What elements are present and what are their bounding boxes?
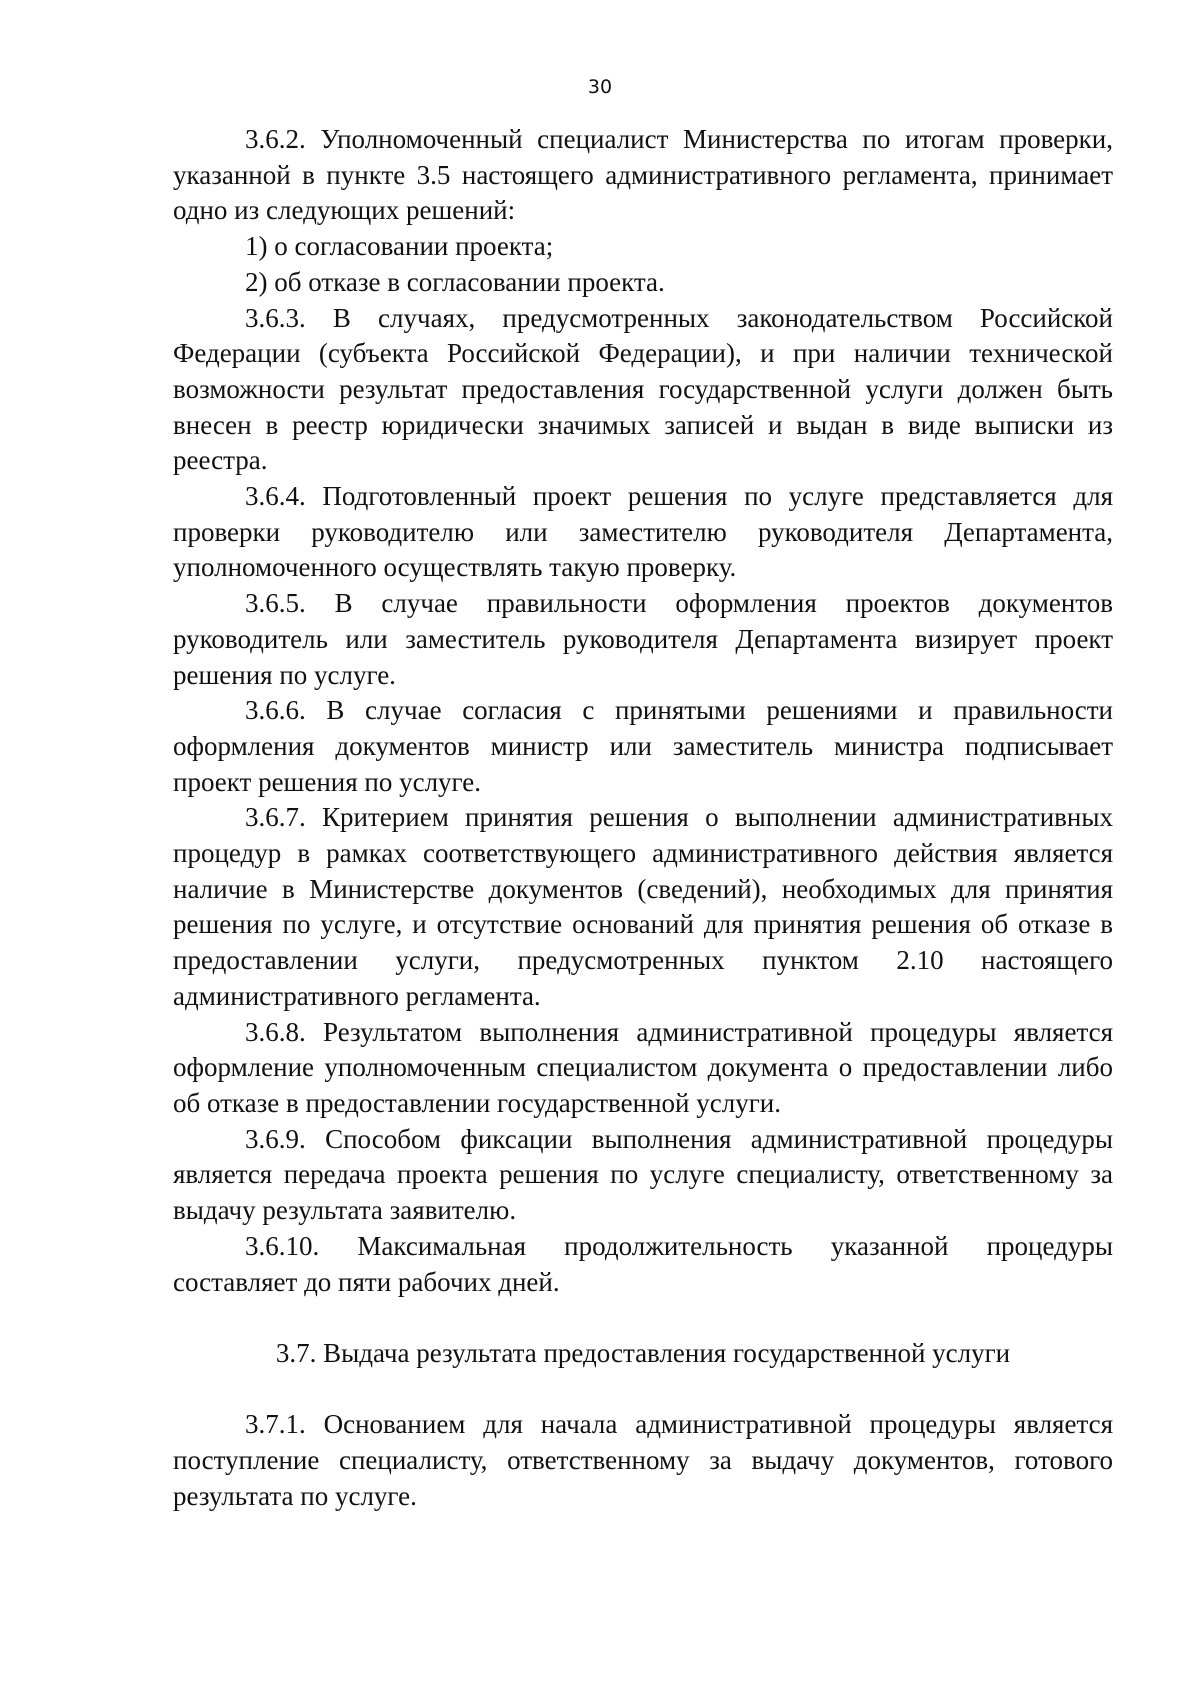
section-heading-3-7: 3.7. Выдача результата предоставления государственной услуги	[275, 1337, 1011, 1368]
paragraph-3-6-9: 3.6.9. Способом фиксации выполнения административной процедуры является передача проекта решения по услуге специалисту, ответственному за выдачу результата заявителю.	[173, 1123, 1113, 1226]
paragraph-3-6-5: 3.6.5. В случае правильности оформления проектов документов руководитель или заместитель руководителя Департамента визирует проект решения по услуге.	[173, 588, 1113, 690]
document-body	[173, 122, 1113, 1514]
paragraph-3-6-7: 3.6.7. Критерием принятия решения о выполнении административных процедур в рамках соответствующего административного действия является наличие в Министерстве документов (сведений), необходимых для принятия решения по услуге, и отсутствие оснований для принятия решения об отказе в предоставлении услуги, предусмотренных пунктом 2.10 настоящего административного регламента.	[173, 802, 1113, 1011]
paragraph-3-6-6: 3.6.6. В случае согласия с принятыми решениями и правильности оформления документов министр или заместитель министра подписывает проект решения по услуге.	[173, 695, 1113, 797]
paragraph-3-7-1: 3.7.1. Основанием для начала административной процедуры является поступление специалисту, ответственному за выдачу документов, готового результата по услуге.	[173, 1409, 1113, 1511]
paragraph-3-6-3: 3.6.3. В случаях, предусмотренных законодательством Российской Федерации (субъекта Российской Федерации), и при наличии технической возможности результат предоставления государственной услуги должен быть внесен в реестр юридически значимых записей и выдан в виде выписки из реестра.	[173, 302, 1113, 476]
page-number: 30	[587, 76, 613, 98]
paragraph-3-6-8: 3.6.8. Результатом выполнения административной процедуры является оформление уполномоченным специалистом документа о предоставлении либо об отказе в предоставлении государственной услуги.	[173, 1016, 1113, 1118]
list-item-2: 2) об отказе в согласовании проекта.	[245, 266, 665, 297]
paragraph-3-6-2: 3.6.2. Уполномоченный специалист Министерства по итогам проверки, указанной в пункте 3.5 настоящего административного регламента, принимает одно из следующих решений:	[173, 124, 1113, 226]
paragraph-3-6-10: 3.6.10. Максимальная продолжительность указанной процедуры составляет до пяти рабочих дней.	[173, 1230, 1113, 1297]
list-item-1: 1) о согласовании проекта;	[245, 231, 554, 262]
paragraph-3-6-4: 3.6.4. Подготовленный проект решения по услуге представляется для проверки руководителю или заместителю руководителя Департамента, уполномоченного осуществлять такую проверку.	[173, 481, 1113, 583]
